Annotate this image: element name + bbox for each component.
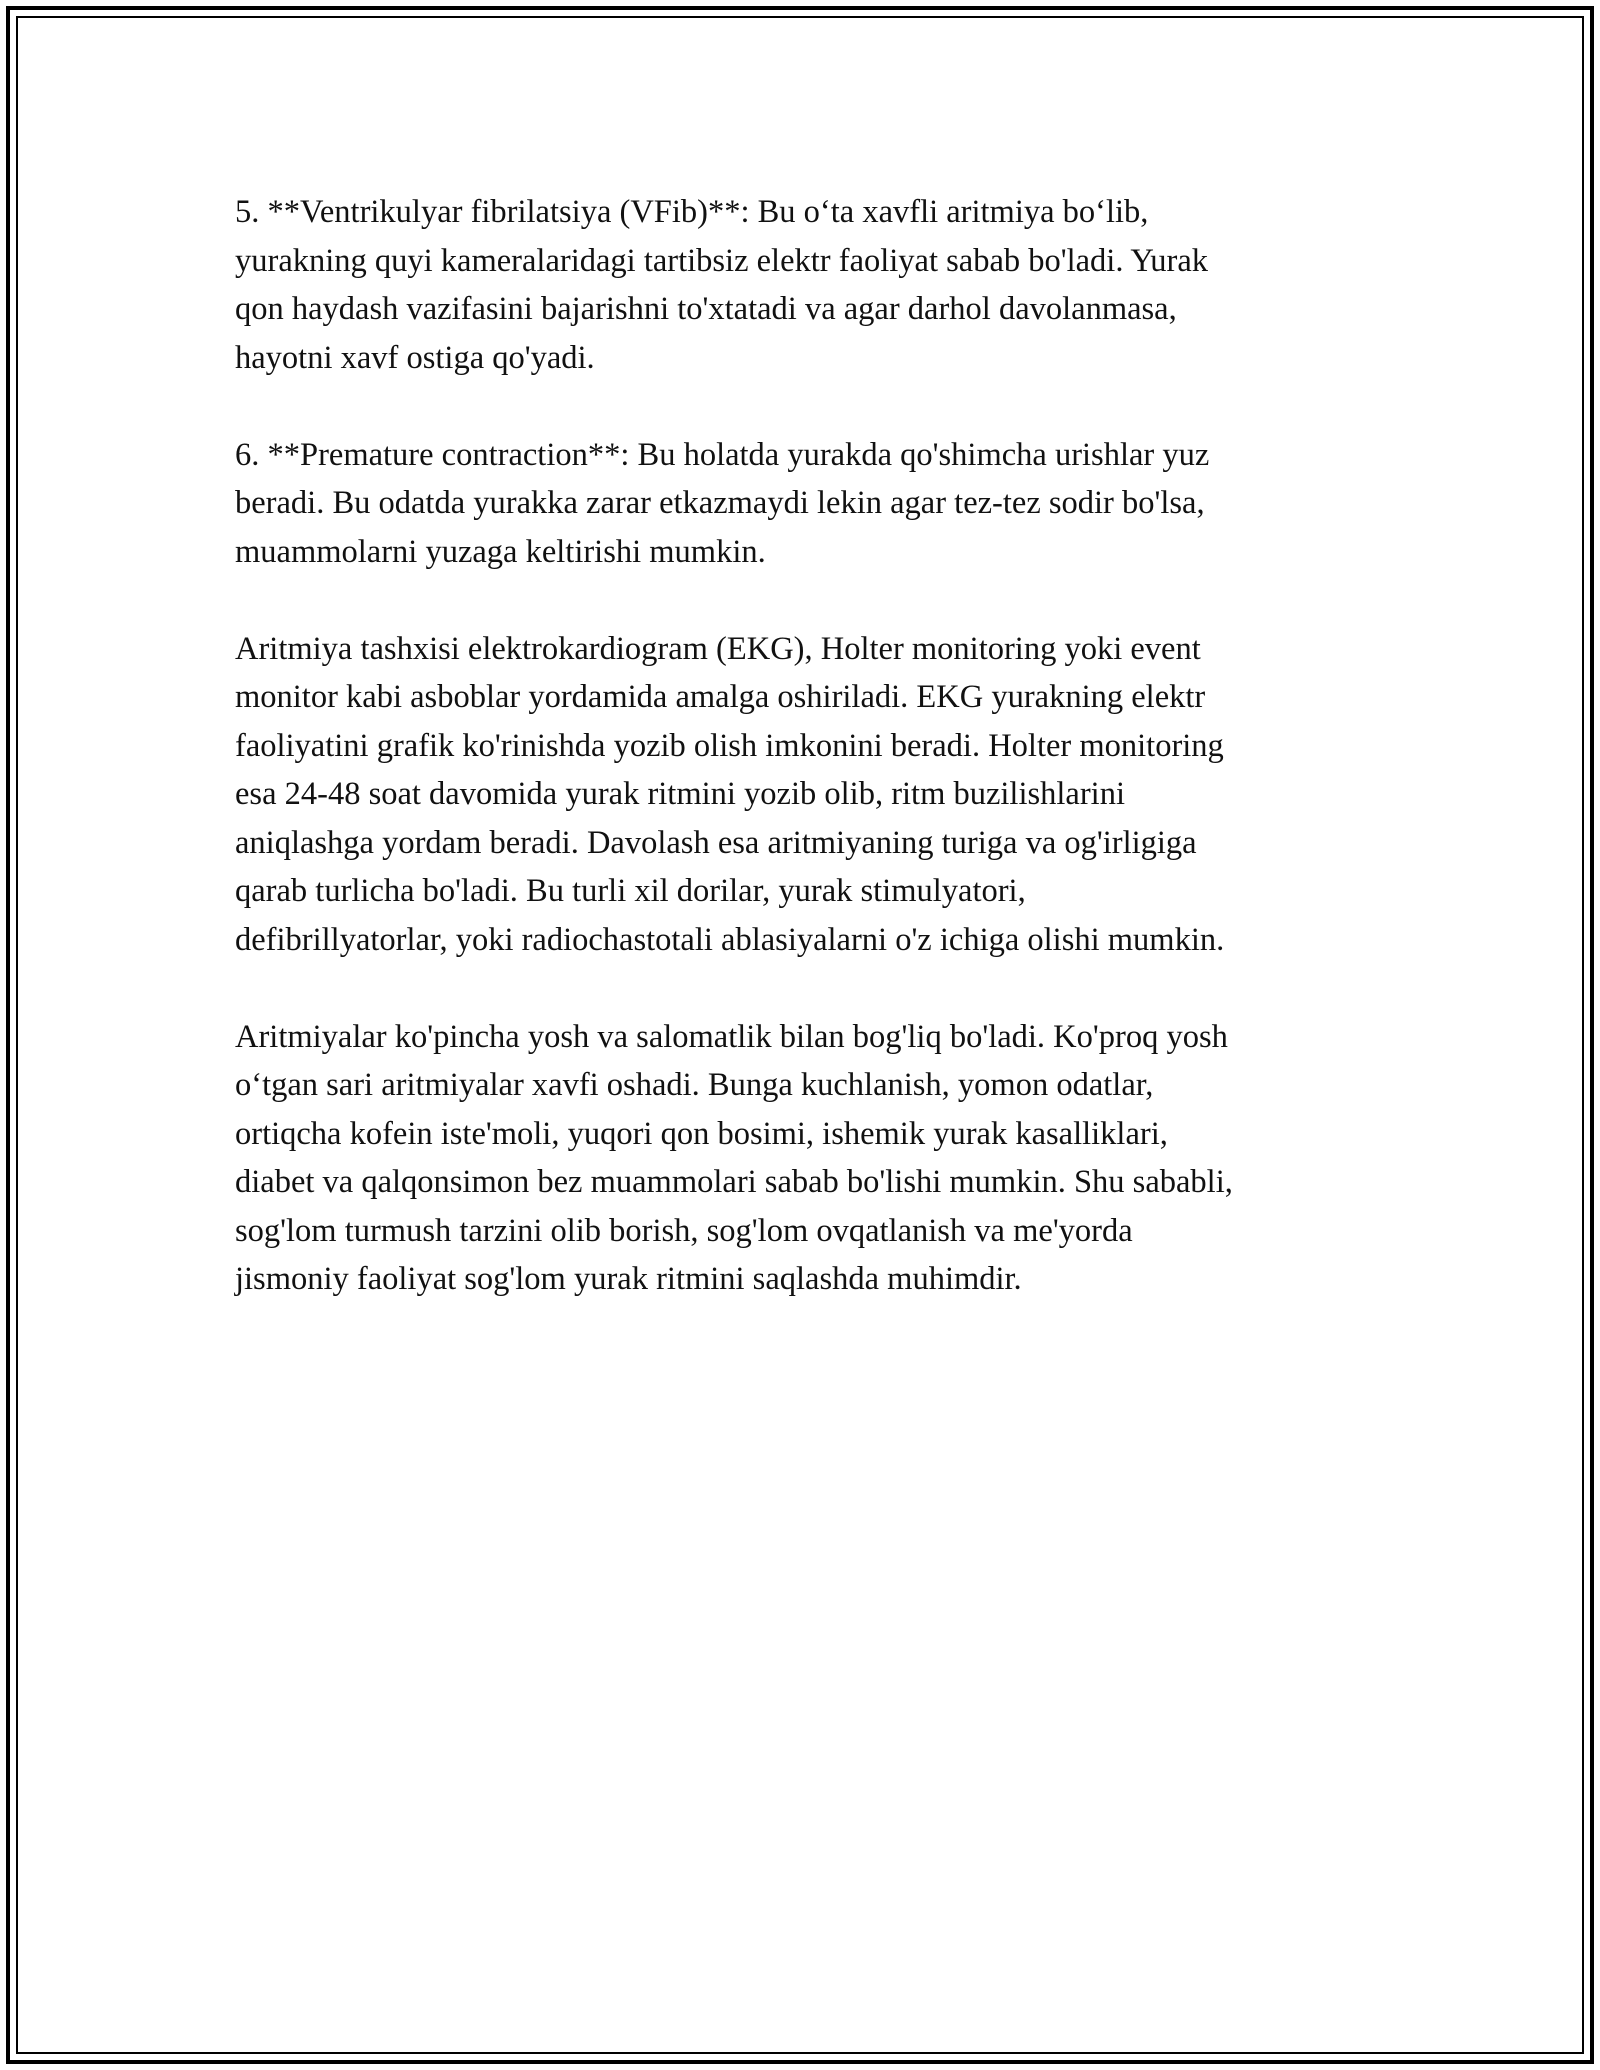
- text-line: qarab turlicha bo'ladi. Bu turli xil dorilar, yurak stimulyatori,: [235, 873, 1026, 909]
- paragraph-risk-factors: [235, 1013, 1385, 1304]
- text-line: beradi. Bu odatda yurakka zarar etkazmaydi lekin agar tez-tez sodir bo'lsa,: [235, 485, 1205, 521]
- text-line: o‘tgan sari aritmiyalar xavfi oshadi. Bunga kuchlanish, yomon odatlar,: [235, 1067, 1154, 1103]
- text-line: jismoniy faoliyat sog'lom yurak ritmini saqlashda muhimdir.: [235, 1261, 1022, 1297]
- text-line: qon haydash vazifasini bajarishni to'xtatadi va agar darhol davolanmasa,: [235, 291, 1177, 327]
- paragraph-vfib: [235, 188, 1385, 382]
- text-line: defibrillyatorlar, yoki radiochastotali ablasiyalarni o'z ichiga olishi mumkin.: [235, 921, 1225, 958]
- text-line: sog'lom turmush tarzini olib borish, sog'lom ovqatlanish va me'yorda: [235, 1212, 1133, 1249]
- text-line: esa 24-48 soat davomida yurak ritmini yozib olib, ritm buzilishlarini: [235, 776, 1125, 812]
- text-line: aniqlashga yordam beradi. Davolash esa aritmiyaning turiga va og'irligiga: [235, 824, 1197, 861]
- text-line: faoliyatini grafik ko'rinishda yozib olish imkonini beradi. Holter monitoring: [235, 727, 1224, 764]
- text-line: yurakning quyi kameralaridagi tartibsiz elektr faoliyat sabab bo'ladi. Yurak: [235, 242, 1209, 279]
- text-line: muammolarni yuzaga keltirishi mumkin.: [235, 533, 766, 570]
- text-line: ortiqcha kofein iste'moli, yuqori qon bosimi, ishemik yurak kasalliklari,: [235, 1115, 1168, 1152]
- paragraph-premature-contraction: [235, 431, 1385, 577]
- text-line: monitor kabi asboblar yordamida amalga oshiriladi. EKG yurakning elektr: [235, 679, 1206, 715]
- text-line: 5. **Ventrikulyar fibrilatsiya (VFib)**: Bu o‘ta xavfli aritmiya bo‘lib,: [235, 194, 1149, 230]
- text-line: 6. **Premature contraction**: Bu holatda yurakda qo'shimcha urishlar yuz: [235, 436, 1210, 473]
- text-line: diabet va qalqonsimon bez muammolari sabab bo'lishi mumkin. Shu sababli,: [235, 1164, 1233, 1200]
- document-body: [235, 188, 1385, 1352]
- text-line: Aritmiyalar ko'pincha yosh va salomatlik bilan bog'liq bo'ladi. Ko'proq yosh: [235, 1018, 1228, 1055]
- text-line: hayotni xavf ostiga qo'yadi.: [235, 339, 595, 376]
- paragraph-diagnosis: [235, 625, 1385, 965]
- text-line: Aritmiya tashxisi elektrokardiogram (EKG), Holter monitoring yoki event: [235, 630, 1201, 667]
